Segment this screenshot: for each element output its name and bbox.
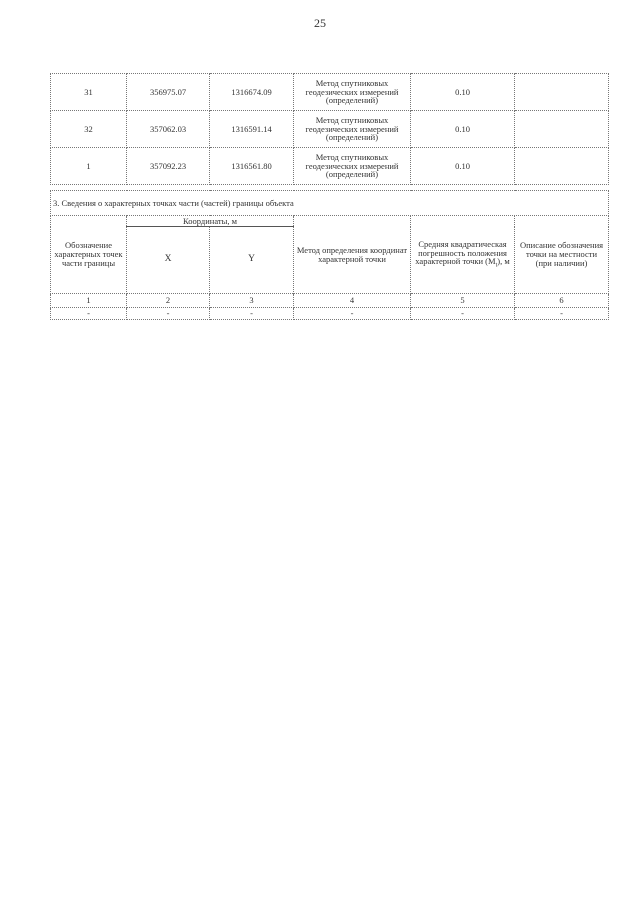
point-description: [515, 111, 609, 148]
coordinate-y: 1316591.14: [210, 111, 294, 148]
coordinate-x: 357062.03: [127, 111, 210, 148]
column-number: 2: [127, 294, 210, 308]
table-row: [51, 74, 609, 111]
coordinate-x: 357092.23: [127, 148, 210, 185]
table-row: [51, 148, 609, 185]
coordinate-y: 1316561.80: [210, 148, 294, 185]
header-error: Средняя квадратическая погрешность положения характерной точки $(M_t)$, м: [411, 216, 515, 294]
section-title: 3. Сведения о характерных точках части (частей) границы объекта: [51, 191, 609, 216]
point-description: [515, 148, 609, 185]
header-method: Метод определения координат характерной точки: [294, 216, 411, 294]
mean-square-error: 0.10: [411, 111, 515, 148]
mean-square-error: 0.10: [411, 74, 515, 111]
column-number: 1: [51, 294, 127, 308]
point-number: 32: [51, 111, 127, 148]
mean-square-error: 0.10: [411, 148, 515, 185]
coordinate-y: 1316674.09: [210, 74, 294, 111]
header-coordinates: Координаты, м: [127, 216, 294, 227]
column-number: 5: [411, 294, 515, 308]
empty-cell: -: [294, 308, 411, 320]
table-row: [51, 308, 609, 320]
coordinate-x: 356975.07: [127, 74, 210, 111]
determination-method: Метод спутниковых геодезических измерений (определений): [294, 148, 411, 185]
page-number: 25: [314, 16, 326, 30]
empty-cell: -: [210, 308, 294, 320]
empty-cell: -: [127, 308, 210, 320]
point-description: [515, 74, 609, 111]
determination-method: Метод спутниковых геодезических измерений (определений): [294, 111, 411, 148]
header-description: Описание обозначения точки на местности (при наличии): [515, 216, 609, 294]
determination-method: Метод спутниковых геодезических измерений (определений): [294, 74, 411, 111]
empty-cell: -: [515, 308, 609, 320]
column-number: 6: [515, 294, 609, 308]
part-boundary-points-table: [50, 190, 609, 320]
column-number: 3: [210, 294, 294, 308]
characteristic-points-table: [50, 73, 609, 185]
column-numbers-row: [51, 294, 609, 308]
header-designation: Обозначение характерных точек части границы: [51, 216, 127, 294]
point-number: 1: [51, 148, 127, 185]
column-number: 4: [294, 294, 411, 308]
empty-cell: -: [411, 308, 515, 320]
header-x: X: [127, 227, 210, 294]
empty-cell: -: [51, 308, 127, 320]
point-number: 31: [51, 74, 127, 111]
header-y: Y: [210, 227, 294, 294]
table-row: [51, 111, 609, 148]
